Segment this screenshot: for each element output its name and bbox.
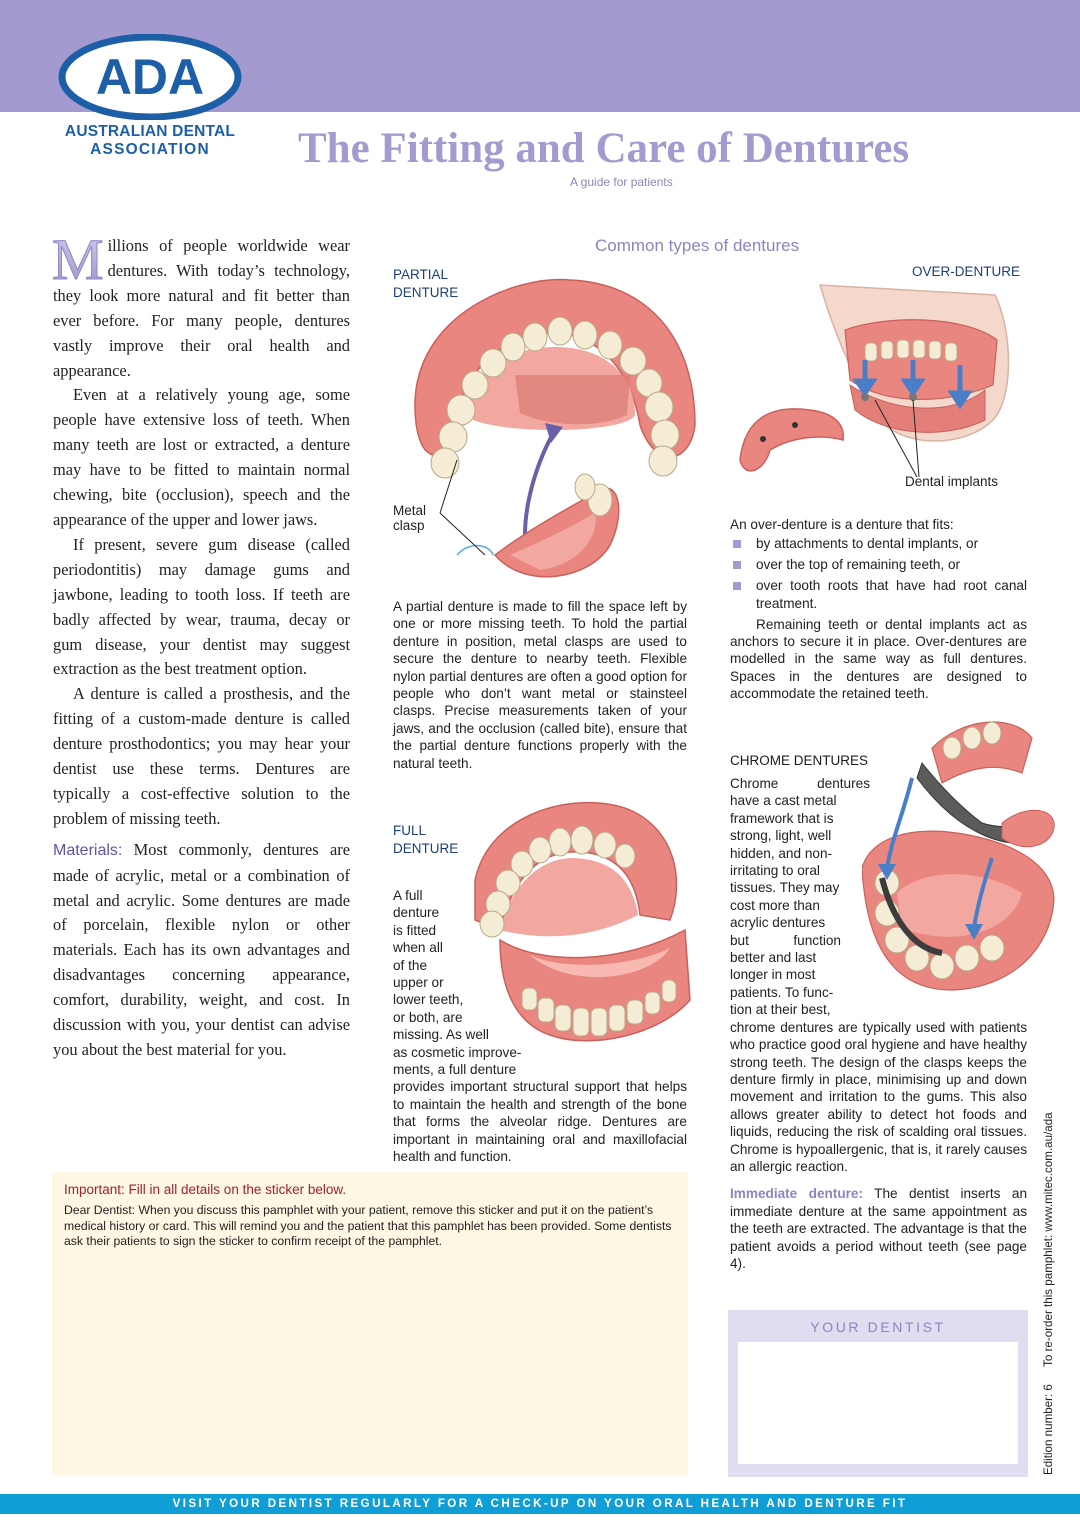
intro-paragraph-1	[52, 227, 350, 383]
full-label-line2: DENTURE	[393, 841, 459, 856]
over-paragraph: Remaining teeth or dental implants act as anchors to secure it in place. Over-dentures are modelled in the same way as full dentures. Spaces in the dentures are designed to accommodate the retained teeth.	[730, 616, 1027, 702]
chrome-text-line: better and last	[730, 950, 817, 966]
metal-clasp-label	[393, 503, 426, 533]
full-text-line: missing. As well	[393, 1027, 489, 1043]
chrome-text-line: cost more than	[730, 897, 820, 913]
immediate-text: The dentist inserts an immediate denture at the same appointment as the teeth are extracted. The advantage is that the patient avoids a period without teeth (see page 4).	[730, 1186, 1027, 1271]
chrome-text-rest: chrome dentures are typically used with patients who practice good oral hygiene and have healthy strong teeth. The design of the clasps keeps the denture firmly in place, minimising up and down movement and irritation to the gums. This also allows greater ability to detect hot foods and liquids, reducing the risk of scalding oral tissues. Chrome is hypoallergenic, that is, it rarely causes an allergic reaction.	[730, 1019, 1027, 1174]
full-text-line: denture	[393, 905, 440, 921]
full-label-line1: FULL	[393, 823, 427, 838]
org-name-line2: ASSOCIATION	[90, 141, 210, 158]
full-denture-label	[393, 822, 458, 858]
intro-paragraph-2: Even at a relatively young age, some people have extensive loss of teeth. When many teeth are lost or extracted, a denture may have to be fitted to maintain normal chewing, bite (occlusion), speech and the appearance of the upper and lower jaws.	[53, 385, 350, 529]
reorder-info: To re-order this pamphlet: www.mitec.com.au/ada	[1042, 1112, 1055, 1367]
full-text-line: ments, a full denture	[393, 1062, 517, 1078]
page-subtitle: A guide for patients	[570, 175, 673, 189]
chrome-dentures-label: CHROME DENTURES	[730, 753, 869, 768]
over-denture-text	[730, 516, 1027, 703]
full-denture-text	[393, 887, 693, 1166]
chrome-text-line: strong, light, well	[730, 828, 832, 844]
full-text-line: as cosmetic improve-	[393, 1044, 522, 1060]
list-item: over the top of remaining teeth, or	[730, 556, 1027, 573]
partial-denture-text: A partial denture is made to fill the space left by one or more missing teeth. To hold the partial denture in position, metal clasps are used to secure the denture to nearby teeth. Flexible nylon partial dentures are often a good option for people who don’t want metal or stainsteel clasps. Precise measurements taken of your jaws, and the occlusion (called bite), ensure that the partial denture functions properly with the natural teeth.	[393, 599, 687, 771]
dental-implants-label: Dental implants	[905, 474, 999, 489]
chrome-text-line: framework that is	[730, 810, 834, 826]
chrome-text-line: hidden, and non-	[730, 845, 833, 861]
intro-paragraph-4: A denture is called a prosthesis, and the fitting of a custom-made denture is called denture prosthodontics; you may hear your dentist use these terms. Dentures are typically a cost-effective solution to the problem of missing teeth.	[53, 684, 350, 828]
immediate-heading: Immediate denture:	[730, 1186, 864, 1202]
intro-paragraph-3: If present, severe gum disease (called periodontitis) may damage gums and jawbone, leading to tooth loss. If teeth are badly affected by wear, trauma, decay or gum disease, your dentist may suggest extraction as the best treatment option.	[53, 534, 350, 679]
chrome-text-line: but function	[730, 932, 841, 948]
full-text-line: is fitted	[393, 922, 437, 938]
drop-cap: M	[52, 227, 104, 292]
materials-heading: Materials:	[53, 841, 123, 859]
over-denture-illustration	[735, 255, 1025, 495]
chrome-denture-text	[730, 775, 1027, 1272]
full-text-line: when all	[393, 940, 443, 956]
partial-label-line2: DENTURE	[393, 285, 459, 300]
ada-logo	[58, 34, 242, 159]
org-name-line1: AUSTRALIAN DENTAL	[64, 123, 236, 140]
chrome-text-line: have a cast metal	[730, 793, 837, 809]
over-intro: An over-denture is a denture that fits:	[730, 517, 954, 532]
chrome-text-line: Chrome dentures	[730, 776, 870, 791]
side-info	[1042, 1112, 1055, 1475]
list-item: by attachments to dental implants, or	[730, 535, 1027, 552]
partial-denture-illustration	[395, 255, 715, 590]
full-text-rest: provides important structural support that helps to maintain the health and strength of the bone that forms the alveolar ridge. Dentures are important in maintaining oral and maxillofacial health and function.	[393, 1079, 687, 1165]
your-dentist-label: YOUR DENTIST	[810, 1319, 946, 1335]
footer-banner: VISIT YOUR DENTIST REGULARLY FOR A CHECK-UP ON YOUR ORAL HEALTH AND DENTURE FIT	[0, 1494, 1080, 1514]
sticker-title: Important: Fill in all details on the sticker below.	[64, 1182, 347, 1197]
edition-number: Edition number: 6	[1042, 1384, 1055, 1475]
materials-paragraph	[53, 838, 350, 1063]
full-text-line: upper or	[393, 975, 444, 991]
org-name	[58, 123, 242, 159]
your-dentist-box	[728, 1310, 1028, 1477]
partial-label-line1: PARTIAL	[393, 267, 449, 282]
list-item: over tooth roots that have had root canal treatment.	[730, 577, 1027, 612]
chrome-text-line: tissues. They may	[730, 880, 840, 896]
clasp-label-line1: Metal	[393, 503, 427, 518]
chrome-text-line: tion at their best,	[730, 1002, 831, 1018]
page-title: The Fitting and Care of Dentures	[298, 125, 910, 172]
immediate-denture-paragraph	[730, 1185, 1027, 1272]
full-text-line: or both, are	[393, 1009, 463, 1025]
dentist-details-field[interactable]	[738, 1342, 1018, 1464]
chrome-text-line: longer in most	[730, 967, 816, 983]
types-heading: Common types of dentures	[595, 236, 800, 255]
sticker-text: Dear Dentist: When you discuss this pamphlet with your patient, remove this sticker and put it on the patient’s medical history or card. This will remind you and the patient that this pamphlet has been provided. Some dentists ask their patients to sign the sticker to confirm receipt of the pamphlet.	[64, 1203, 672, 1248]
materials-text: Most commonly, dentures are made of acrylic, metal or a combination of metal and acrylic. Some dentures are made of porcelain, flexible nylon or other materials. Each has its own advantages and disadvantages concerning appearance, comfort, durability, weight, and cost. In discussion with you, your dentist can advise you about the best material for you.	[53, 839, 350, 1059]
full-text-line: of the	[393, 957, 428, 973]
logo-text: ADA	[95, 49, 205, 105]
clasp-label-line2: clasp	[393, 518, 425, 533]
chrome-text-line: patients. To func-	[730, 984, 834, 1000]
full-text-line: lower teeth,	[393, 992, 464, 1008]
over-denture-label: OVER-DENTURE	[912, 264, 1021, 279]
chrome-text-line: acrylic dentures	[730, 915, 826, 931]
chrome-text-line: irritating to oral	[730, 863, 820, 879]
full-text-line: A full	[393, 888, 423, 903]
intro-text-1: illions of people worldwide wear dentures. With today’s technology, they look more natural and fit better than ever before. For many people, dentures vastly improve their oral health and appearance.	[53, 236, 350, 380]
over-bullet-list	[730, 535, 1027, 612]
sticker-area	[52, 1172, 688, 1475]
intro-column	[52, 227, 350, 1063]
